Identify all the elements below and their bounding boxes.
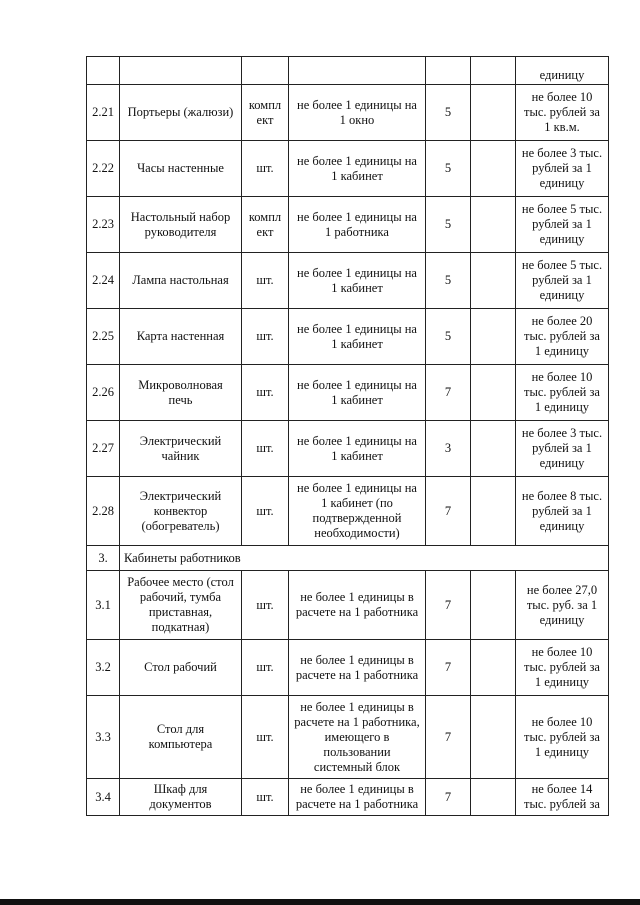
cell-name: Часы настенные	[120, 141, 242, 197]
cell-empty	[471, 421, 516, 477]
cell-term: 5	[426, 197, 471, 253]
cell-term: 7	[426, 477, 471, 546]
section-title: Кабинеты работников	[120, 546, 609, 571]
cell-num: 3.3	[87, 696, 120, 779]
cell-empty	[471, 779, 516, 816]
cell-empty	[471, 85, 516, 141]
cell-empty	[471, 141, 516, 197]
cell-name: Микроволновая печь	[120, 365, 242, 421]
cell-empty	[471, 309, 516, 365]
cell-norm: не более 1 единицы в расчете на 1 работника, имеющего в пользовании системный блок	[289, 696, 426, 779]
cell-unit: шт.	[242, 571, 289, 640]
cell-price: не более 3 тыс. рублей за 1 единицу	[516, 421, 609, 477]
cell-name: Электрический конвектор (обогреватель)	[120, 477, 242, 546]
cell-term: 7	[426, 779, 471, 816]
section-number: 3.	[87, 546, 120, 571]
cell-norm: не более 1 единицы на 1 работника	[289, 197, 426, 253]
cell-term: 7	[426, 365, 471, 421]
cell-norm: не более 1 единицы на 1 кабинет	[289, 421, 426, 477]
cell-unit	[242, 57, 289, 85]
cell-norm: не более 1 единицы в расчете на 1 работника	[289, 779, 426, 816]
table-row	[87, 421, 609, 477]
cell-empty	[471, 477, 516, 546]
cell-unit: шт.	[242, 477, 289, 546]
cell-num: 2.21	[87, 85, 120, 141]
table-row	[87, 85, 609, 141]
cell-unit: шт.	[242, 779, 289, 816]
cell-name: Стол для компьютера	[120, 696, 242, 779]
cell-term: 7	[426, 571, 471, 640]
cell-unit: шт.	[242, 421, 289, 477]
cell-num: 3.4	[87, 779, 120, 816]
table-row	[87, 365, 609, 421]
cell-num: 2.26	[87, 365, 120, 421]
table-row	[87, 253, 609, 309]
cell-term: 7	[426, 696, 471, 779]
cell-price: не более 5 тыс. рублей за 1 единицу	[516, 253, 609, 309]
cell-norm: не более 1 единицы на 1 кабинет	[289, 141, 426, 197]
cell-num: 2.23	[87, 197, 120, 253]
cell-empty	[471, 57, 516, 85]
cell-empty	[471, 571, 516, 640]
cell-name: Электрический чайник	[120, 421, 242, 477]
cell-unit: компл ект	[242, 85, 289, 141]
cell-norm: не более 1 единицы в расчете на 1 работника	[289, 640, 426, 696]
section-header-row	[87, 546, 609, 571]
cell-unit: шт.	[242, 640, 289, 696]
cell-norm: не более 1 единицы на 1 окно	[289, 85, 426, 141]
table-row	[87, 640, 609, 696]
table-row	[87, 571, 609, 640]
cell-price: не более 10 тыс. рублей за 1 единицу	[516, 640, 609, 696]
cell-unit: шт.	[242, 696, 289, 779]
cell-unit: шт.	[242, 253, 289, 309]
cell-norm	[289, 57, 426, 85]
cell-num: 2.22	[87, 141, 120, 197]
cell-num: 3.1	[87, 571, 120, 640]
cell-num: 2.24	[87, 253, 120, 309]
cell-num: 3.2	[87, 640, 120, 696]
cell-price: не более 10 тыс. рублей за 1 кв.м.	[516, 85, 609, 141]
cell-term: 3	[426, 421, 471, 477]
cell-name: Шкаф для документов	[120, 779, 242, 816]
table-row	[87, 696, 609, 779]
table-row	[87, 309, 609, 365]
table-row	[87, 779, 609, 816]
cell-unit: шт.	[242, 141, 289, 197]
cell-price: не более 3 тыс. рублей за 1 единицу	[516, 141, 609, 197]
cell-price: не более 14 тыс. рублей за	[516, 779, 609, 816]
cell-norm: не более 1 единицы в расчете на 1 работника	[289, 571, 426, 640]
cell-norm: не более 1 единицы на 1 кабинет	[289, 365, 426, 421]
norms-table	[86, 56, 609, 816]
cell-unit: шт.	[242, 309, 289, 365]
cell-num: 2.25	[87, 309, 120, 365]
cell-num: 2.27	[87, 421, 120, 477]
cell-price: единицу	[516, 57, 609, 85]
cell-price: не более 5 тыс. рублей за 1 единицу	[516, 197, 609, 253]
cell-norm: не более 1 единицы на 1 кабинет (по подтвержденной необходимости)	[289, 477, 426, 546]
cell-price: не более 10 тыс. рублей за 1 единицу	[516, 696, 609, 779]
cell-norm: не более 1 единицы на 1 кабинет	[289, 253, 426, 309]
table-row	[87, 197, 609, 253]
cell-term: 5	[426, 253, 471, 309]
cell-term: 7	[426, 640, 471, 696]
cell-name: Стол рабочий	[120, 640, 242, 696]
cell-empty	[471, 197, 516, 253]
cell-term: 5	[426, 309, 471, 365]
cell-empty	[471, 696, 516, 779]
cell-empty	[471, 253, 516, 309]
cell-term: 5	[426, 85, 471, 141]
cell-name: Лампа настольная	[120, 253, 242, 309]
cell-name: Рабочее место (стол рабочий, тумба приставная, подкатная)	[120, 571, 242, 640]
cell-num: 2.28	[87, 477, 120, 546]
cell-price: не более 27,0 тыс. руб. за 1 единицу	[516, 571, 609, 640]
cell-term: 5	[426, 141, 471, 197]
cell-price: не более 10 тыс. рублей за 1 единицу	[516, 365, 609, 421]
cell-name: Настольный набор руководителя	[120, 197, 242, 253]
cell-price: не более 8 тыс. рублей за 1 единицу	[516, 477, 609, 546]
cell-unit: шт.	[242, 365, 289, 421]
cell-num	[87, 57, 120, 85]
cell-empty	[471, 365, 516, 421]
cell-name	[120, 57, 242, 85]
table-row-continued	[87, 57, 609, 85]
cell-empty	[471, 640, 516, 696]
table-row	[87, 477, 609, 546]
cell-name: Портьеры (жалюзи)	[120, 85, 242, 141]
cell-unit: компл ект	[242, 197, 289, 253]
table-row	[87, 141, 609, 197]
cell-term	[426, 57, 471, 85]
cell-norm: не более 1 единицы на 1 кабинет	[289, 309, 426, 365]
cell-price: не более 20 тыс. рублей за 1 единицу	[516, 309, 609, 365]
scan-bottom-edge	[0, 899, 640, 905]
cell-name: Карта настенная	[120, 309, 242, 365]
